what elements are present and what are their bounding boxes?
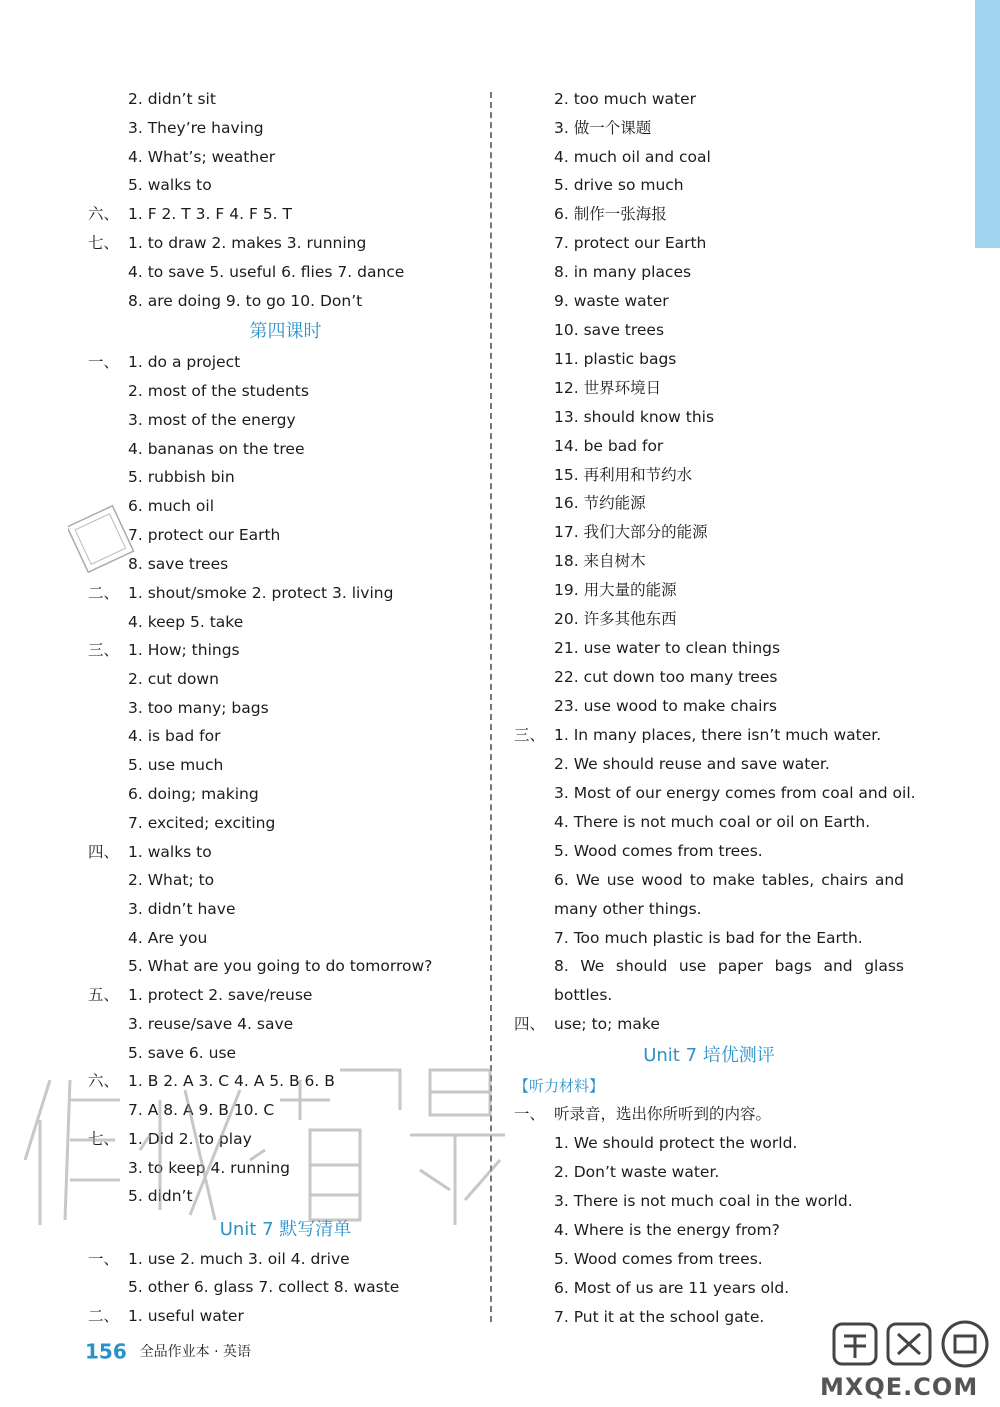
answer-text: 6. much oil [128, 497, 215, 515]
answer-row [514, 1101, 904, 1127]
section-number: 三、 [514, 726, 546, 744]
answer-row [88, 86, 483, 112]
section-number: 七、 [88, 1130, 120, 1148]
answer-row [88, 436, 483, 462]
answer-row [514, 693, 904, 719]
answer-text: 2. too much water [554, 90, 697, 108]
answer-row [88, 522, 483, 548]
answer-text: 3. reuse/save 4. save [128, 1015, 294, 1033]
material-label: 【听力材料】 [514, 1077, 605, 1095]
answer-text: 15. 再利用和节约水 [554, 466, 693, 484]
answer-text: 4. much oil and coal [554, 148, 711, 166]
answer-text: many other things. [554, 900, 702, 918]
section-heading: Unit 7 默写清单 [219, 1219, 352, 1240]
answer-text: bottles. [554, 986, 613, 1004]
answer-text: 2. cut down [128, 670, 219, 688]
answer-row [88, 259, 483, 285]
answer-row [514, 925, 904, 951]
answer-text: 6. We use wood to make tables, chairs and [554, 871, 904, 889]
edge-tab [975, 0, 1000, 248]
answer-row [514, 404, 904, 430]
answer-text: 1. In many places, there isn’t much water. [554, 726, 882, 744]
page-footer [85, 1336, 251, 1366]
section-number: 一、 [514, 1105, 546, 1123]
answer-row [514, 664, 904, 690]
answer-row [514, 1188, 904, 1214]
answer-row [514, 490, 904, 516]
answer-text: 3. didn’t have [128, 900, 236, 918]
section-number: 四、 [88, 843, 120, 861]
answer-text: 2. most of the students [128, 382, 309, 400]
watermark-large [10, 1040, 510, 1230]
answer-text: 1. do a project [128, 353, 241, 371]
answer-text: 6. doing; making [128, 785, 259, 803]
answer-row [514, 1246, 904, 1272]
answer-text: 5. What are you going to do tomorrow? [128, 957, 433, 975]
answer-text: 5. save 6. use [128, 1044, 237, 1062]
answer-row [514, 172, 904, 198]
answer-text: 3. 做一个课题 [554, 119, 652, 137]
answer-text: 2. We should reuse and save water. [554, 755, 830, 773]
answer-row [88, 464, 483, 490]
answer-text: 4. Are you [128, 929, 208, 947]
section-number: 五、 [88, 986, 120, 1004]
section-heading: 第四课时 [249, 321, 322, 342]
answer-row [88, 867, 483, 893]
answer-row [514, 317, 904, 343]
answer-text: 4. Where is the energy from? [554, 1221, 780, 1239]
answer-row [88, 752, 483, 778]
answer-row [514, 115, 904, 141]
answer-text: 5. walks to [128, 176, 212, 194]
answer-row [88, 407, 483, 433]
section-number: 一、 [88, 353, 120, 371]
answer-row [514, 780, 916, 806]
answer-text: 8. in many places [554, 263, 692, 281]
answer-row [88, 896, 483, 922]
answer-row [514, 606, 904, 632]
answer-text: 11. plastic bags [554, 350, 677, 368]
answer-row [88, 172, 483, 198]
answer-text: 9. waste water [554, 292, 669, 310]
answer-text: use; to; make [554, 1015, 660, 1033]
answer-row [88, 982, 483, 1008]
page-number: 156 [85, 1339, 127, 1364]
answer-row [514, 577, 904, 603]
answer-row [88, 810, 483, 836]
answer-row [514, 259, 904, 285]
answer-text: 13. should know this [554, 408, 715, 426]
answer-text: 4. What’s; weather [128, 148, 276, 166]
answer-row [88, 288, 483, 314]
answer-row [88, 144, 483, 170]
answer-row [88, 551, 483, 577]
answer-row [514, 751, 904, 777]
answer-row [514, 346, 904, 372]
answer-text: 1. shout/smoke 2. protect 3. living [128, 584, 394, 602]
answer-row [88, 349, 483, 375]
answer-row [88, 925, 483, 951]
answer-text: 5. use much [128, 756, 224, 774]
answer-row [514, 375, 904, 401]
answer-row [514, 867, 904, 893]
answer-row [88, 637, 483, 663]
answer-row [514, 201, 904, 227]
answer-row [88, 201, 483, 227]
section-number: 六、 [88, 1072, 120, 1090]
answer-row [88, 781, 483, 807]
answer-text: 17. 我们大部分的能源 [554, 523, 708, 541]
answer-text: 10. save trees [554, 321, 665, 339]
answer-text: 听录音，选出你所听到的内容。 [554, 1105, 772, 1123]
answer-text: 14. be bad for [554, 437, 664, 455]
answer-row [88, 1303, 483, 1329]
answer-row [514, 809, 904, 835]
answer-text: 6. 制作一张海报 [554, 205, 667, 223]
answer-text: 4. There is not much coal or oil on Earth. [554, 813, 871, 831]
answer-text: 8. save trees [128, 555, 229, 573]
watermark-site: MXQE.COM [820, 1373, 979, 1401]
answer-text: 1. Did 2. to play [128, 1130, 252, 1148]
answer-text: 19. 用大量的能源 [554, 581, 677, 599]
answer-text: 20. 许多其他东西 [554, 610, 677, 628]
answer-text: 7. Too much plastic is bad for the Earth. [554, 929, 863, 947]
answer-row [514, 433, 904, 459]
answer-text: 1. useful water [128, 1307, 244, 1325]
answer-row [514, 144, 904, 170]
answer-text: 1. B 2. A 3. C 4. A 5. B 6. B [128, 1072, 335, 1090]
answer-row [88, 1274, 483, 1300]
answer-text: 2. What; to [128, 871, 215, 889]
answer-text: 1. protect 2. save/reuse [128, 986, 313, 1004]
answer-text: 3. There is not much coal in the world. [554, 1192, 853, 1210]
answer-row [514, 838, 904, 864]
answer-text: 3. too many; bags [128, 699, 269, 717]
answer-text: 2. didn’t sit [128, 90, 216, 108]
answer-text: 3. to keep 4. running [128, 1159, 290, 1177]
answer-text: 7. A 8. A 9. B 10. C [128, 1101, 275, 1119]
section-number: 六、 [88, 205, 120, 223]
answer-row [88, 580, 483, 606]
answer-row [88, 1246, 483, 1272]
answer-row [514, 1130, 904, 1156]
answer-row [88, 1011, 483, 1037]
answer-row [88, 378, 483, 404]
answer-row [88, 953, 483, 979]
stamp-watermark [68, 505, 138, 575]
section-number: 三、 [88, 641, 120, 659]
answer-text: 4. is bad for [128, 727, 221, 745]
answer-text: 1. use 2. much 3. oil 4. drive [128, 1250, 350, 1268]
watermark-corner-logo [830, 1318, 995, 1370]
answer-text: 5. Wood comes from trees. [554, 842, 763, 860]
answer-text: 5. rubbish bin [128, 468, 235, 486]
answer-row [514, 519, 904, 545]
answer-row [514, 548, 904, 574]
answer-text: 16. 节约能源 [554, 494, 646, 512]
answer-text: 7. excited; exciting [128, 814, 276, 832]
answer-row [88, 115, 483, 141]
answer-text: 1. walks to [128, 843, 212, 861]
answer-text: 1. We should protect the world. [554, 1134, 798, 1152]
section-number: 七、 [88, 234, 120, 252]
answer-text: 5. other 6. glass 7. collect 8. waste [128, 1278, 400, 1296]
answer-row [514, 1275, 904, 1301]
section-number: 四、 [514, 1015, 546, 1033]
section-heading: Unit 7 培优测评 [643, 1045, 775, 1066]
answer-text: 4. bananas on the tree [128, 440, 305, 458]
answer-row [88, 493, 483, 519]
section-number: 一、 [88, 1250, 120, 1268]
answer-text: 3. They’re having [128, 119, 264, 137]
answer-text: 8. are doing 9. to go 10. Don’t [128, 292, 363, 310]
answer-text: 3. Most of our energy comes from coal and oil. [554, 784, 916, 802]
answer-row [514, 635, 904, 661]
answer-row [514, 953, 904, 979]
answer-row [514, 896, 904, 922]
answer-text: 12. 世界环境日 [554, 379, 662, 397]
answer-row [88, 609, 483, 635]
answer-text: 23. use wood to make chairs [554, 697, 777, 715]
answer-text: 18. 来自树木 [554, 552, 646, 570]
answer-row [88, 666, 483, 692]
answer-row [88, 723, 483, 749]
answer-text: 4. to save 5. useful 6. flies 7. dance [128, 263, 405, 281]
answer-row [514, 982, 904, 1008]
answer-row [514, 1159, 904, 1185]
answer-text: 1. How; things [128, 641, 240, 659]
section-number: 二、 [88, 1307, 120, 1325]
answer-row [514, 288, 904, 314]
answer-row [88, 839, 483, 865]
answer-text: 5. didn’t [128, 1187, 193, 1205]
answer-row [88, 230, 483, 256]
answer-text: 5. drive so much [554, 176, 684, 194]
answer-text: 1. to draw 2. makes 3. running [128, 234, 367, 252]
answer-row [514, 462, 904, 488]
answer-text: 7. protect our Earth [128, 526, 281, 544]
answer-text: 4. keep 5. take [128, 613, 244, 631]
answer-row [514, 1011, 904, 1037]
book-title: 全品作业本 · 英语 [139, 1343, 252, 1360]
answer-row [514, 86, 904, 112]
answer-text: 7. Put it at the school gate. [554, 1308, 765, 1326]
answer-text: 1. F 2. T 3. F 4. F 5. T [128, 205, 292, 223]
answer-text: 6. Most of us are 11 years old. [554, 1279, 790, 1297]
answer-row [514, 230, 904, 256]
answer-text: 22. cut down too many trees [554, 668, 778, 686]
answer-text: 8. We should use paper bags and glass [554, 957, 904, 975]
section-number: 二、 [88, 584, 120, 602]
answer-row [514, 722, 904, 748]
answer-text: 21. use water to clean things [554, 639, 781, 657]
answer-text: 5. Wood comes from trees. [554, 1250, 763, 1268]
answer-row [88, 695, 483, 721]
answer-text: 2. Don’t waste water. [554, 1163, 720, 1181]
answer-text: 3. most of the energy [128, 411, 296, 429]
answer-text: 7. protect our Earth [554, 234, 707, 252]
answer-row [514, 1217, 904, 1243]
